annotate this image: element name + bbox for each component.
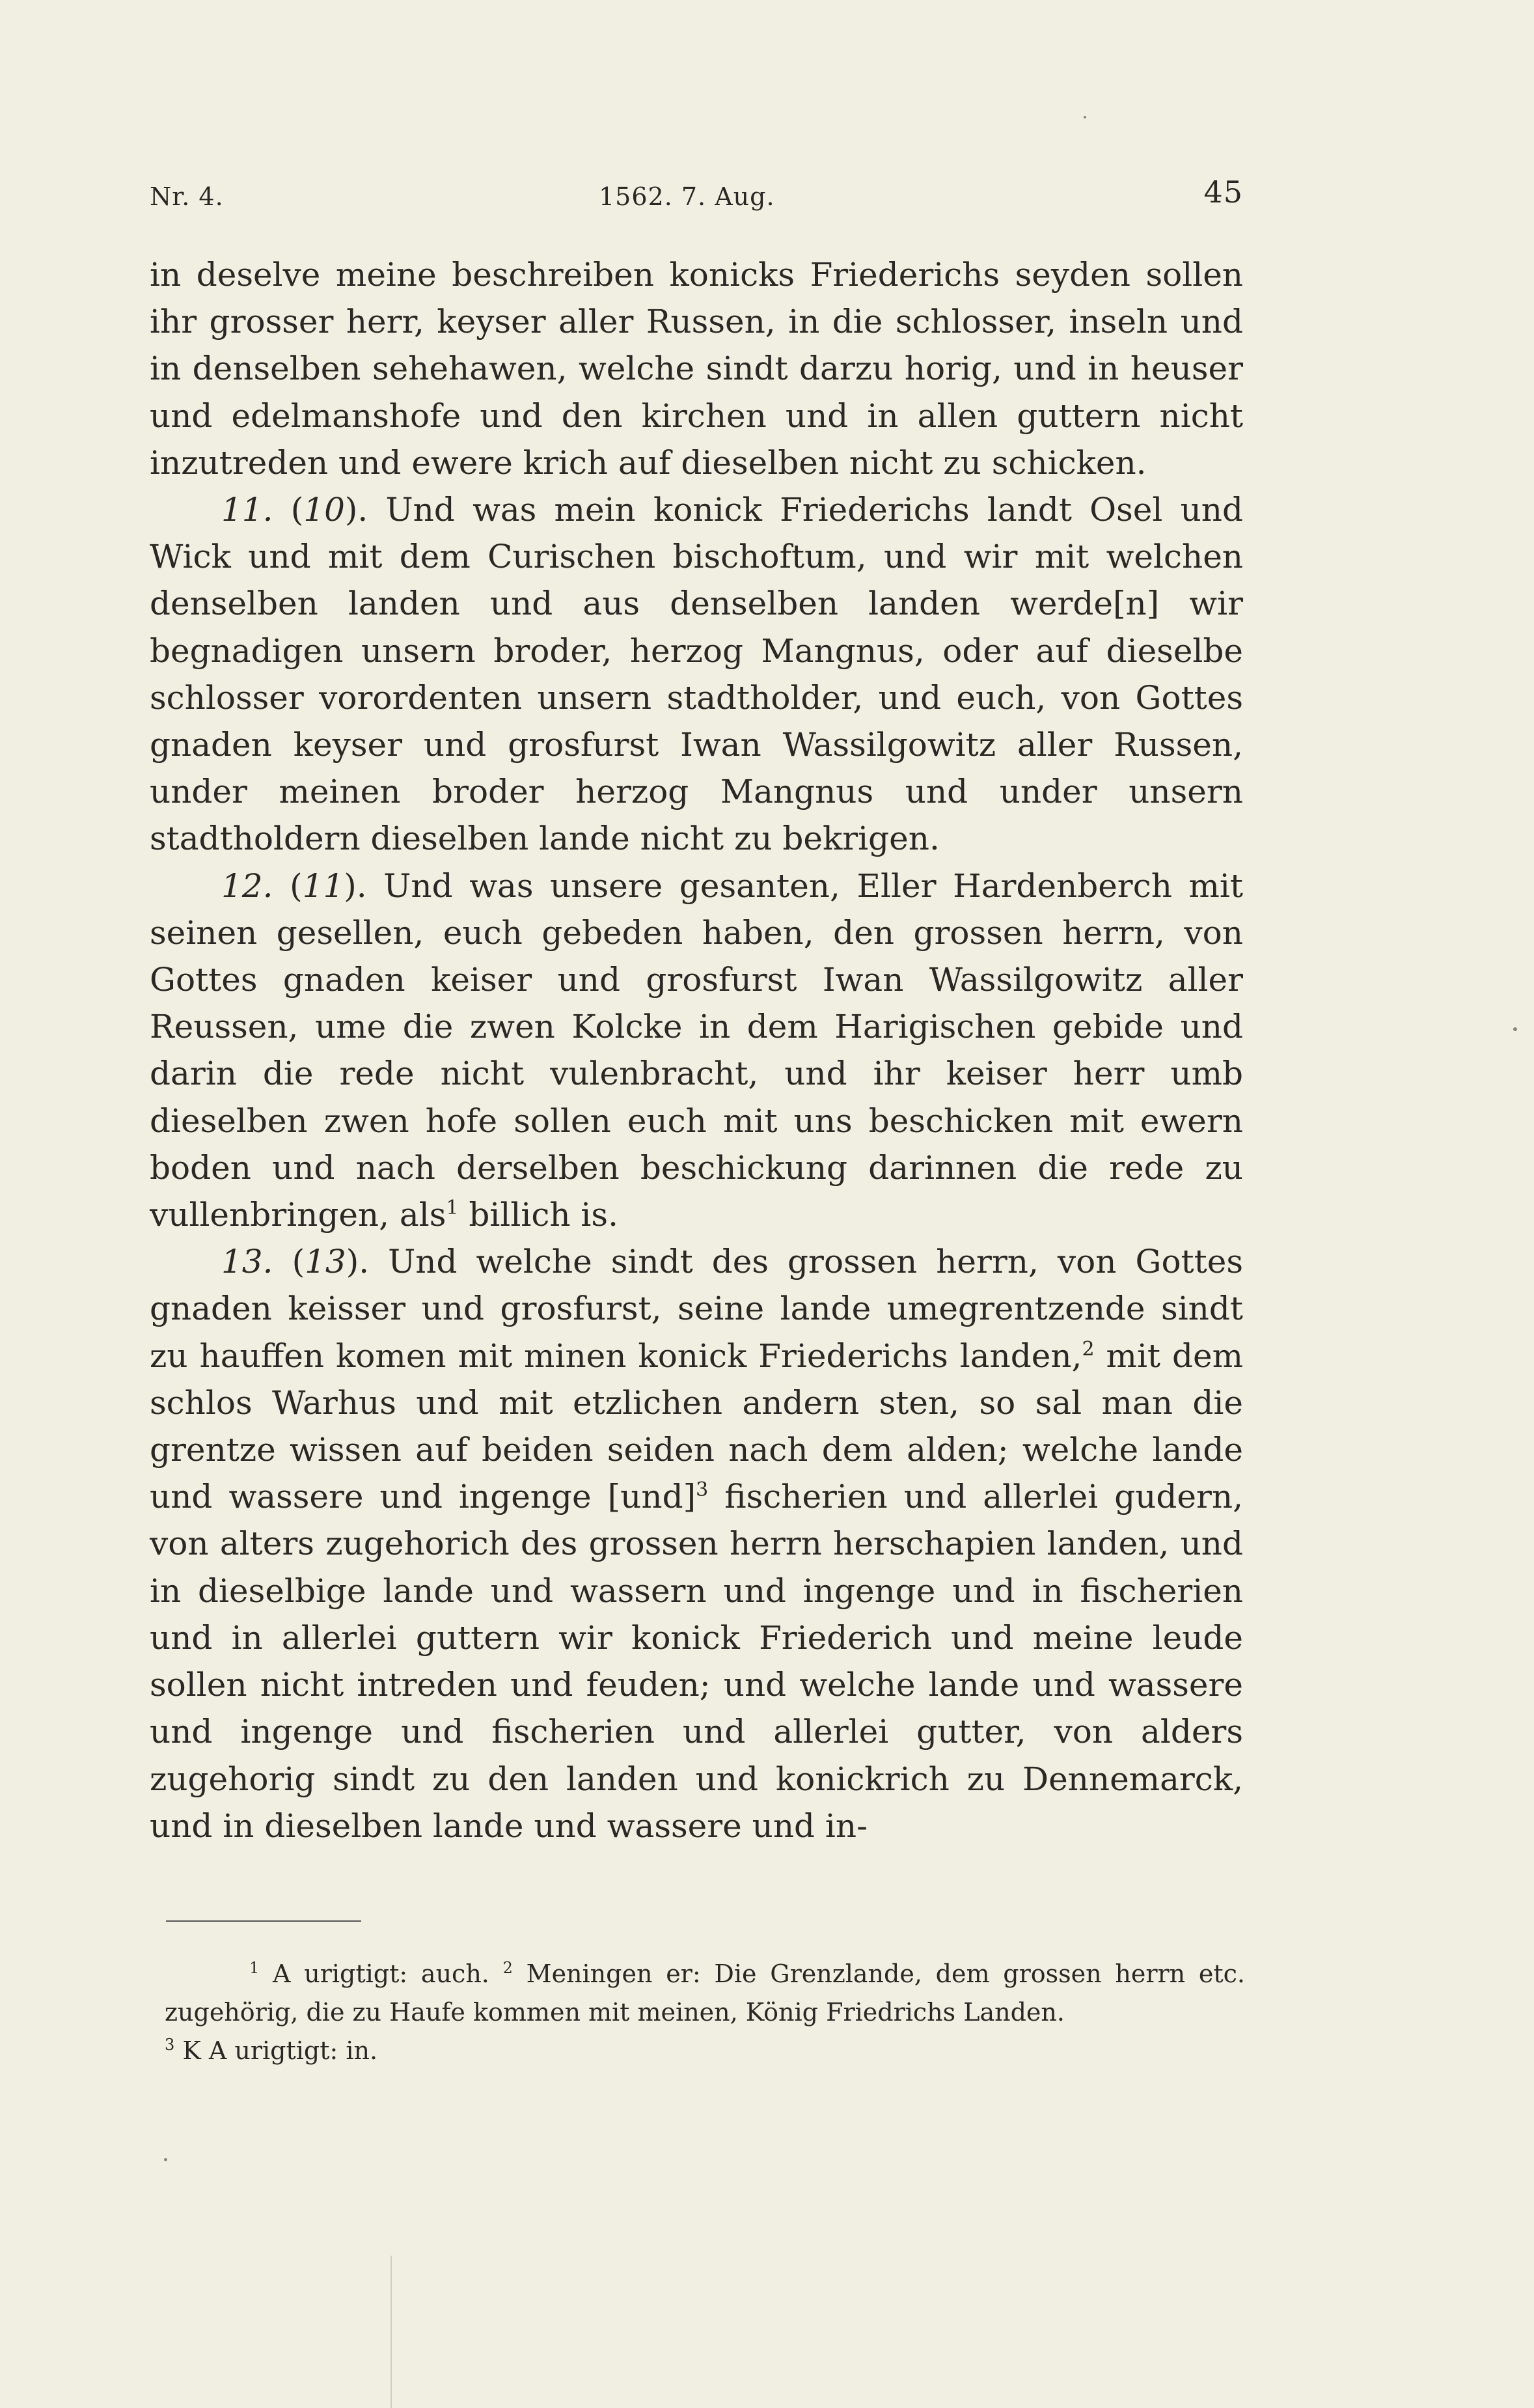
text-run: K A urigtigt: in. bbox=[174, 2036, 378, 2065]
footnote-marker: 3 bbox=[696, 1478, 709, 1502]
text-run: Meningen er: Die Grenzlande, dem grossen herrn etc. zugehörig, die zu Haufe kommen mit meinen, König Friedrichs Landen. bbox=[165, 1959, 1245, 2027]
footnote bbox=[165, 2032, 1245, 2070]
text-run: ( bbox=[273, 491, 304, 529]
text-run: ( bbox=[273, 1243, 305, 1281]
paper-speck bbox=[164, 2158, 167, 2161]
main-text bbox=[150, 251, 1243, 1849]
text-run: mit dem schlos Warhus und mit etzlichen andern sten, so sal man die grentze wissen auf beiden seiden nach dem alden; welche lande und wassere und ingenge [und] bbox=[150, 1336, 1244, 1516]
section-number: 13. bbox=[221, 1243, 273, 1281]
text-run: ). Und was unsere gesanten, Eller Hardenberch mit seinen gesellen, euch gebeden haben, den grossen herrn, von Gottes gnaden keiser und grosfurst Iwan Wassilgowitz aller Reussen, ume die zwen Kolcke in dem Harigischen gebide und darin die rede nicht vulenbracht, und ihr keiser herr umb dieselben zwen hofe sollen euch mit uns beschicken mit ewern boden und nach derselben beschickung darinnen die rede zu vullenbringen, als bbox=[150, 866, 1244, 1234]
text-run: ). Und welche sindt des grossen herrn, von Gottes gnaden keisser und grosfurst, seine lande umegrentzende sindt zu hauffen komen mit minen konick Friederichs landen, bbox=[150, 1243, 1243, 1375]
text-run: fischerien und allerlei gudern, von alters zugehorich des grossen herrn herschapien landen, und in dieselbige lande und wassern und ingenge und in fischerien und in allerlei guttern wir konick Friederich und meine leude sollen nicht intreden und feuden; und welche lande und wassere und ingenge und fischerien und allerlei gutter, von alders zugehorig sindt zu den landen und konickrich zu Dennemarck, und in dieselben lande und wassere und in- bbox=[150, 1478, 1243, 1845]
running-header bbox=[150, 174, 1243, 214]
paragraph bbox=[150, 863, 1243, 1239]
section-number: 11 bbox=[302, 866, 344, 905]
text-run: ( bbox=[273, 866, 303, 905]
footnote-marker: 2 bbox=[502, 1959, 513, 1977]
text-run: ). Und was mein konick Friederichs landt Osel und Wick und mit dem Curischen bischoftum, und wir mit welchen denselben landen und aus denselben landen werde[n] wir begnadigen unsern broder, herzog Mangnus, oder auf dieselbe schlosser vorordenten unsern stadtholder, und euch, von Gottes gnaden keyser und grosfurst Iwan Wassilgowitz aller Russen, under meinen broder herzog Mangnus und under unsern stadtholdern dieselben lande nicht zu bekrigen. bbox=[150, 491, 1244, 858]
section-number: 12. bbox=[221, 866, 273, 905]
paper-crease bbox=[390, 2256, 405, 2408]
footnote-divider bbox=[166, 1920, 361, 1922]
text-run: billich is. bbox=[458, 1196, 618, 1234]
footnote-marker: 3 bbox=[165, 2036, 175, 2054]
document-number: Nr. 4. bbox=[150, 182, 224, 211]
footnote-marker: 1 bbox=[446, 1197, 459, 1220]
text-run: in deselve meine beschreiben konicks Friederichs seyden sollen ihr grosser herr, keyser aller Russen, in die schlosser, inseln und in denselben sehehawen, welche sindt darzu horig, und in heuser und edelmanshofe und den kirchen und in allen guttern nicht inzutreden und ewere krich auf dieselben nicht zu schicken. bbox=[150, 256, 1243, 482]
footnote-marker: 2 bbox=[1082, 1337, 1095, 1361]
document-date: 1562. 7. Aug. bbox=[599, 182, 775, 211]
paragraph bbox=[150, 251, 1243, 486]
section-number: 10 bbox=[303, 491, 345, 529]
section-number: 11. bbox=[221, 491, 273, 529]
page-number: 45 bbox=[1203, 174, 1243, 210]
footnotes bbox=[165, 1955, 1245, 2070]
text-run: A urigtigt: auch. bbox=[259, 1959, 503, 1988]
paper-speck bbox=[1084, 116, 1086, 118]
paragraph bbox=[150, 486, 1243, 863]
footnote-marker: 1 bbox=[249, 1959, 260, 1977]
paper-speck bbox=[1513, 1027, 1517, 1031]
footnote bbox=[165, 1955, 1245, 2032]
section-number: 13 bbox=[305, 1243, 346, 1281]
paragraph bbox=[150, 1238, 1243, 1849]
